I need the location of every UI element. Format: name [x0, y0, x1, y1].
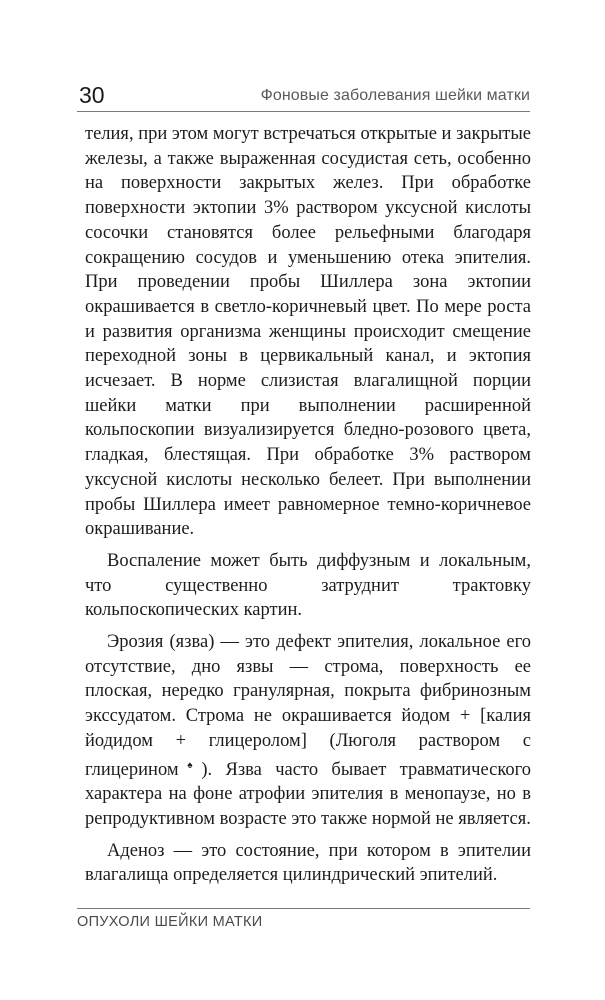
running-title: Фоновые заболевания шейки матки: [260, 87, 530, 104]
footer-section-name: ОПУХОЛИ ШЕЙКИ МАТКИ: [77, 914, 263, 930]
header-rule: [77, 111, 530, 112]
paragraph-adenosis: Аденоз — это состояние, при котором в эпителии влагалища определяется цилиндрический эпителий.: [85, 840, 531, 886]
footer-rule: [77, 908, 530, 909]
drug-mark-icon: ♠: [178, 759, 202, 771]
paragraph-erosion: [85, 630, 531, 832]
page-header: [77, 80, 530, 112]
paragraph-inflammation: Воспаление может быть диффузным и локальным, что существенно затруднит трактовку кольпоскопических картин.: [85, 550, 531, 621]
erosion-text-start: Эрозия (язва) — это дефект эпителия, локальное его отсутствие, дно язвы — строма, поверхность ее плоская, нередко гранулярная, покрыта фибринозным экссудатом. Строма не окрашивается йодом + [калия йодидом + глицеролом] (Люголя раствором с глицерином: [85, 632, 531, 780]
erosion-text-end: ). Язва часто бывает травматического характера на фоне атрофии эпителия в менопаузе, но в репродуктивном возрасте это также нормой не является.: [85, 759, 531, 829]
page-number: 30: [79, 82, 105, 108]
body-text: [85, 122, 531, 888]
paragraph-ectopia: телия, при этом могут встречаться открытые и закрытые железы, а также выраженная сосудистая сеть, особенно на поверхности закрытых желез. При обработке поверхности эктопии 3% раствором уксусной кислоты сосочки становятся более рельефными благодаря сокращению сосудов и уменьшению отека эпителия. При проведении пробы Шиллера зона эктопии окрашивается в светло-коричневый цвет. По мере роста и развития организма женщины происходит смещение переходной зоны в цервикальный канал, и эктопия исчезает. В норме слизистая влагалищной порции шейки матки при выполнении расширенной кольпоскопии визуализируется бледно-розового цвета, гладкая, блестящая. При обработке 3% раствором уксусной кислоты несколько белеет. При выполнении пробы Шиллера имеет равномерное темно-коричневое окрашивание.: [85, 124, 531, 540]
